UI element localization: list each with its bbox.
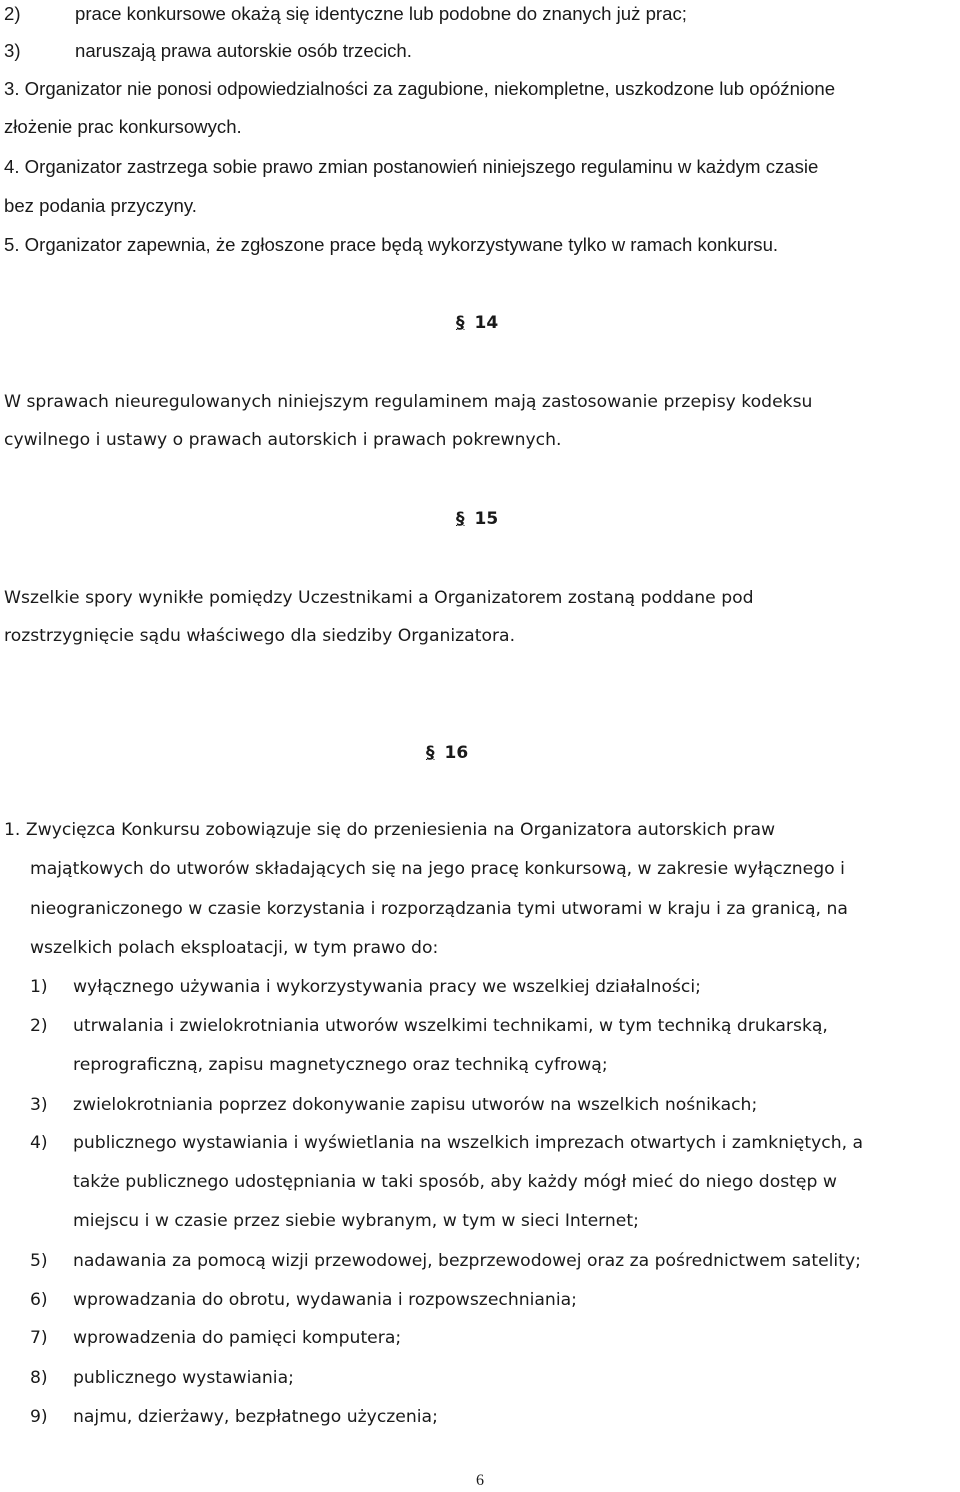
paragraph-line: bez podania przyczyny. — [4, 195, 197, 216]
paragraph-line: W sprawach nieuregulowanych niniejszym regulaminem mają zastosowanie przepisy kodeksu — [4, 392, 813, 412]
list-item-text: także publicznego udostępniania w taki sposób, aby każdy mógł mieć do niego dostęp w — [73, 1172, 837, 1192]
list-item-number: 8) — [30, 1368, 48, 1388]
list-item-number: 6) — [30, 1290, 48, 1310]
paragraph-line: cywilnego i ustawy o prawach autorskich i prawach pokrewnych. — [4, 430, 562, 450]
list-item-number: 3) — [4, 40, 21, 61]
section-sign: § — [456, 509, 465, 529]
list-item-number: 5) — [30, 1251, 48, 1271]
list-item-text: nadawania za pomocą wizji przewodowej, bezprzewodowej oraz za pośrednictwem satelity; — [73, 1251, 861, 1271]
list-item-text: prace konkursowe okażą się identyczne lub podobne do znanych już prac; — [75, 3, 687, 24]
list-item-number: 9) — [30, 1407, 48, 1427]
section-heading — [426, 741, 468, 765]
paragraph-line: 1. Zwycięzca Konkursu zobowiązuje się do przeniesienia na Organizatora autorskich praw — [4, 820, 776, 840]
paragraph-line: 5. Organizator zapewnia, że zgłoszone prace będą wykorzystywane tylko w ramach konkursu. — [4, 234, 779, 255]
list-item-text: naruszają prawa autorskie osób trzecich. — [75, 40, 412, 61]
paragraph-line: złożenie prac konkursowych. — [4, 116, 242, 137]
list-item-number: 1) — [30, 977, 48, 997]
list-item-number: 2) — [30, 1016, 48, 1036]
page-number: 6 — [476, 1472, 484, 1489]
list-item-text: utrwalania i zwielokrotniania utworów wszelkimi technikami, w tym techniką drukarską, — [73, 1016, 828, 1036]
paragraph-line: Wszelkie spory wynikłe pomiędzy Uczestnikami a Organizatorem zostaną poddane pod — [4, 588, 754, 608]
list-item-number: 2) — [4, 3, 21, 24]
section-sign: § — [426, 743, 435, 763]
list-item-text: najmu, dzierżawy, bezpłatnego użyczenia; — [73, 1407, 438, 1427]
section-heading — [456, 311, 498, 335]
section-number: 15 — [474, 509, 499, 529]
list-item-text: miejscu i w czasie przez siebie wybranym, w tym w sieci Internet; — [73, 1211, 639, 1231]
list-item-text: publicznego wystawiania i wyświetlania na wszelkich imprezach otwartych i zamkniętych, a — [73, 1133, 864, 1153]
paragraph-line: rozstrzygnięcie sądu właściwego dla siedziby Organizatora. — [4, 626, 516, 646]
list-item-number: 3) — [30, 1095, 48, 1115]
paragraph-line: 3. Organizator nie ponosi odpowiedzialności za zagubione, niekompletne, uszkodzone lub opóźnione — [4, 78, 836, 99]
list-item-text: zwielokrotniania poprzez dokonywanie zapisu utworów na wszelkich nośnikach; — [73, 1095, 758, 1115]
list-item-number: 4) — [30, 1133, 48, 1153]
section-number: 14 — [474, 313, 499, 333]
list-item-text: publicznego wystawiania; — [73, 1368, 294, 1388]
list-item-text: wprowadzania do obrotu, wydawania i rozpowszechniania; — [73, 1290, 577, 1310]
paragraph-line: nieograniczonego w czasie korzystania i rozporządzania tymi utworami w kraju i za granicą, na — [30, 899, 848, 919]
paragraph-line: majątkowych do utworów składających się na jego pracę konkursową, w zakresie wyłącznego i — [30, 859, 845, 879]
section-sign: § — [456, 313, 465, 333]
list-item-text: wyłącznego używania i wykorzystywania pracy we wszelkiej działalności; — [73, 977, 701, 997]
list-item-text: reprograficzną, zapisu magnetycznego oraz techniką cyfrową; — [73, 1055, 608, 1075]
section-heading — [456, 507, 498, 531]
section-number: 16 — [444, 743, 469, 763]
paragraph-line: 4. Organizator zastrzega sobie prawo zmian postanowień niniejszego regulaminu w każdym czasie — [4, 156, 819, 177]
list-item-text: wprowadzenia do pamięci komputera; — [73, 1328, 402, 1348]
list-item-number: 7) — [30, 1328, 48, 1348]
paragraph-line: wszelkich polach eksploatacji, w tym prawo do: — [30, 938, 439, 958]
